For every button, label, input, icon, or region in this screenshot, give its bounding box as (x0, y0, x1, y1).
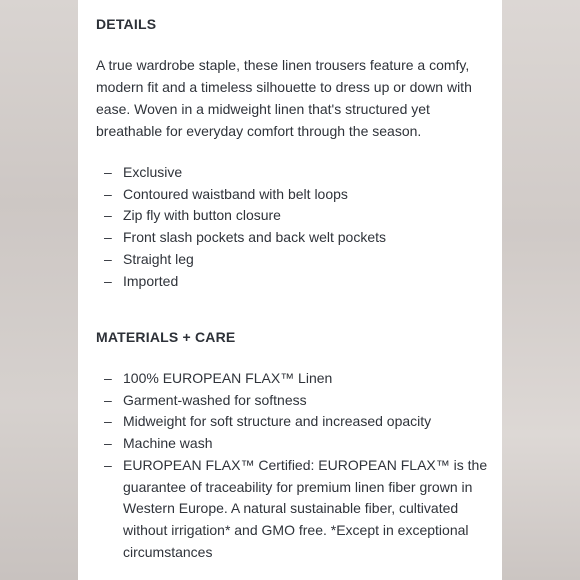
dash-bullet: – (104, 250, 112, 267)
dash-bullet: – (104, 164, 112, 180)
details-heading: DETAILS (96, 16, 157, 32)
materials-heading: MATERIALS + CARE (96, 329, 236, 345)
background-left (0, 0, 78, 580)
list-item: – Front slash pockets and back welt pockets (104, 227, 488, 249)
dash-bullet: – (104, 207, 112, 224)
dash-bullet: – (104, 370, 112, 386)
list-item: – 100% EUROPEAN FLAX™ Linen (104, 368, 488, 390)
dash-bullet: – (104, 185, 112, 202)
dash-bullet: – (104, 391, 112, 408)
dash-bullet: – (104, 229, 112, 246)
list-item: – Zip fly with button closure (104, 205, 488, 227)
dash-bullet: – (104, 413, 112, 430)
list-item: – Garment-washed for softness (104, 390, 488, 412)
list-item: – Imported (104, 271, 488, 293)
list-item: – EUROPEAN FLAX™ Certified: EUROPEAN FLAX™ is the guarantee of traceability for premium linen fiber grown in Western Europe. A natural sustainable fiber, cultivated without irrigation* and GMO free. *Except in exceptional circumstances (104, 455, 488, 564)
background-right (502, 0, 580, 580)
list-item: – Contoured waistband with belt loops (104, 184, 488, 206)
details-list (104, 162, 488, 292)
list-item: – Straight leg (104, 249, 488, 271)
product-details-panel (78, 0, 502, 580)
list-item: – Exclusive (104, 162, 488, 184)
dash-bullet: – (104, 435, 112, 452)
dash-bullet: – (104, 456, 112, 473)
dash-bullet: – (104, 272, 112, 289)
list-item: – Machine wash (104, 433, 488, 455)
details-description: A true wardrobe staple, these linen trousers feature a comfy, modern fit and a timeless silhouette to dress up or down with ease. Woven in a midweight linen that's structured yet breathable for everyday comfort through the season. (96, 57, 472, 139)
list-item: – Midweight for soft structure and increased opacity (104, 411, 488, 433)
materials-list (104, 368, 488, 563)
